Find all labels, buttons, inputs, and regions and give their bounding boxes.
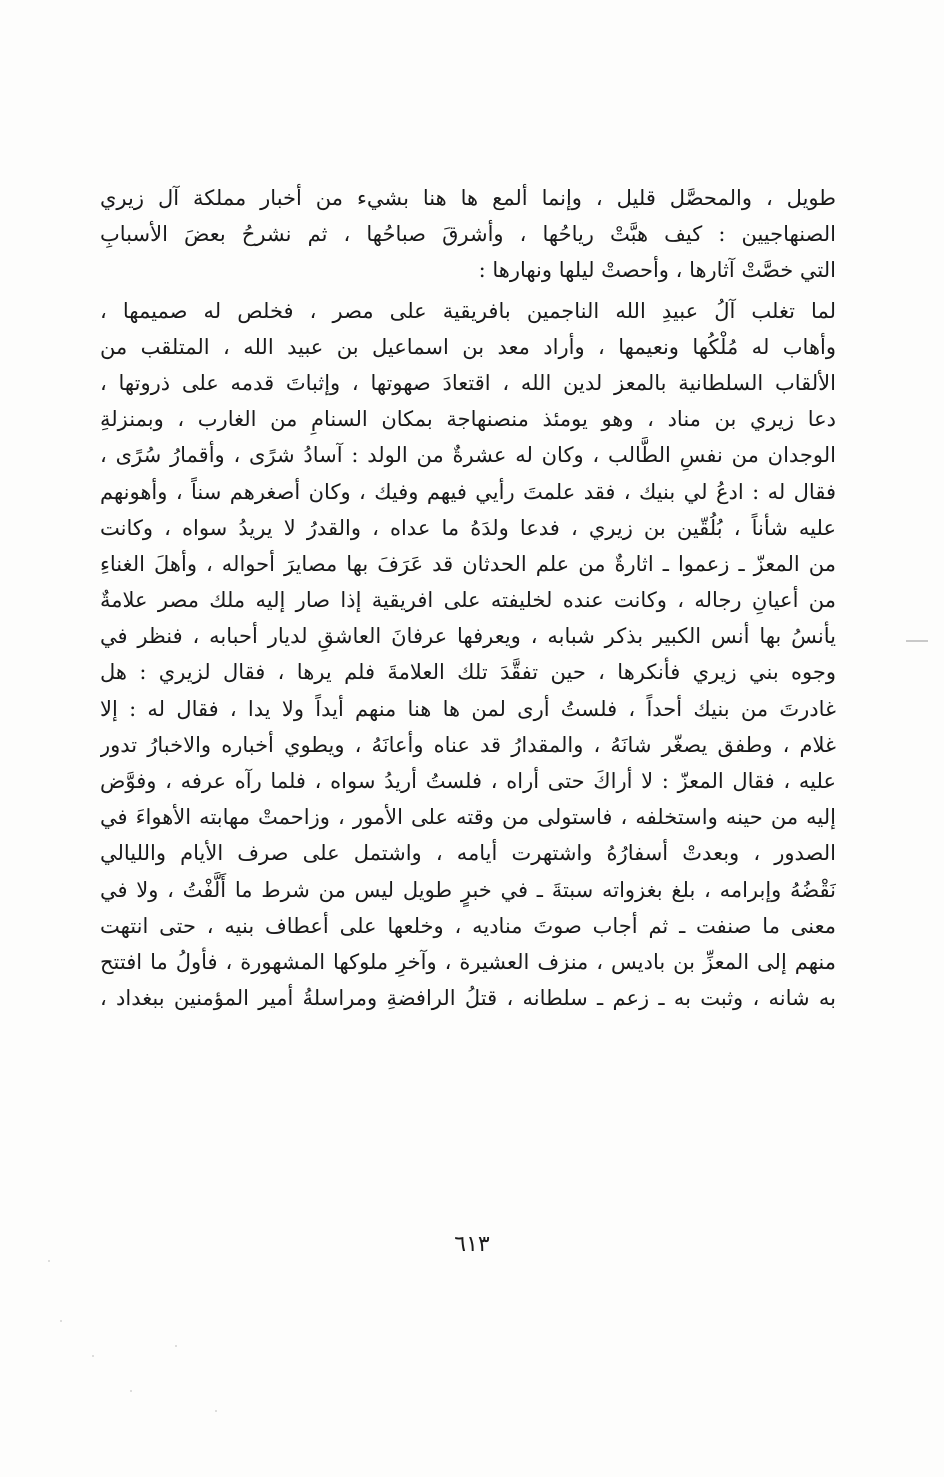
text-line: غلام ، وطفق يصغّر شانَهُ ، والمقدارُ قد عناه وأعانَهُ ، ويطوي أخباره والاخبارُ تدور [100,732,836,757]
margin-mark [906,640,928,642]
scan-speck [92,1355,94,1357]
text-line: منهم إلى المعزِّ بن باديس ، منزف العشيرة ، وآخرِ ملوكها المشهورة ، فأولُ ما افتتح [100,949,836,974]
text-line: فقال له : ادعُ لي بنيك ، فقد علمتَ رأيي فيهم وفيك ، وكان أصغرهم سناً ، وأهونهم [100,479,836,504]
scan-speck [130,1390,132,1392]
text-line: الصدور ، وبعدتْ أسفارُهُ واشتهرت أيامه ، واشتمل على صرف الأيام والليالي [100,841,836,866]
text-line: الصنهاجيين : كيف هبَّتْ رياحُها ، وأشرقَ صباحُها ، ثم نشرحُ بعضَ الأسبابِ [100,222,836,247]
text-line: عليه شأناً ، بُلُقّين بن زيري ، فدعا ولدَهُ ما عداه ، والقدرُ لا يريدُ سواه ، وكانت [100,515,836,540]
scan-speck [215,1410,217,1412]
text-line: نَقْضُهُ وإبرامه ، بلغ بغزواته سبتةَ ـ في خبرٍ طويل ليس من شرط ما أَلَّفْتُ ، ولا في [100,877,836,902]
text-line: وأهاب له مُلْكُها ونعيمها ، وأراد معد بن اسماعيل بن عبيد الله ، المتلقب من [100,334,836,359]
text-line: الوجدان من نفسِ الطَّالب ، وكان له عشرةٌ من الولد : آسادُ شرًى ، وأقمارُ سُرًى ، [100,443,836,468]
scan-speck [60,1320,62,1322]
text-line: طويل ، والمحصَّل قليل ، وإنما ألمع ها هنا بشيء من أخبار مملكة آل زيري [100,186,836,210]
text-line: غادرتَ من بنيك أحداً ، فلستُ أرى لمن ها هنا منهم أيداً ولا يدا ، فقال له : إلا [100,696,836,721]
text-line: معنى ما صنفت ـ ثم أجاب صوتَ مناديه ، وخلعها على أعطاف بنيه ، حتى انتهت [100,913,836,938]
text-line: من المعزّ ـ زعموا ـ اثارةٌ من علم الحدثان قد عَرَفَ بها مصايرَ أحواله ، وأهلَ الغناءِ [100,551,836,576]
text-line: عليه ، فقال المعزّ : لا أراكَ حتى أراه ، فلستُ أريدُ سواه ، فلما رآه عرفه ، وفوَّض [100,769,836,793]
text-line: يأنسُ بها أنس الكبير بذكر شبابه ، ويعرفها عرفانَ العاشقِ لديار أحبابه ، فنظر في [100,624,836,649]
scan-speck [175,1345,177,1347]
page-number: ٦١٣ [454,1232,490,1257]
body-text [100,180,836,1016]
text-line: به شانه ، وثبت به ـ زعم ـ سلطانه ، قتلُ الرافضةِ ومراسلةُ أمير المؤمنين ببغداد ، [100,986,836,1011]
scan-speck [48,1260,50,1262]
text-line: التي خصَّتْ آثارها ، وأحصتْ ليلها ونهارها : [478,258,836,283]
text-line: وجوه بني زيري فأنكرها ، حين تفقَّدَ تلك العلامةَ فلم يرها ، فقال لزيري : هل [100,660,836,685]
text-line: من أعيانِ رجاله ، وكانت عنده لخليفته على افريقية إذا صار إليه ملك مصر علامةٌ [100,588,836,613]
text-line: إليه من حينه واستخلفه ، فاستولى من وقته على الأمور ، وزاحمتْ مهابته الأهواءَ في [100,805,836,830]
text-line: لما تغلب آلُ عبيدِ الله الناجمين بافريقية على مصر ، فخلص له صميمها ، [100,298,836,323]
text-line: الألقاب السلطانية بالمعز لدين الله ، اقتعادَ صهوتها ، وإثباتَ قدمه على ذروتها ، [100,370,836,395]
text-line: دعا زيري بن مناد ، وهو يومئذ منصنهاجة بمكان السنامِ من الغارب ، وبمنزلةِ [100,407,836,432]
